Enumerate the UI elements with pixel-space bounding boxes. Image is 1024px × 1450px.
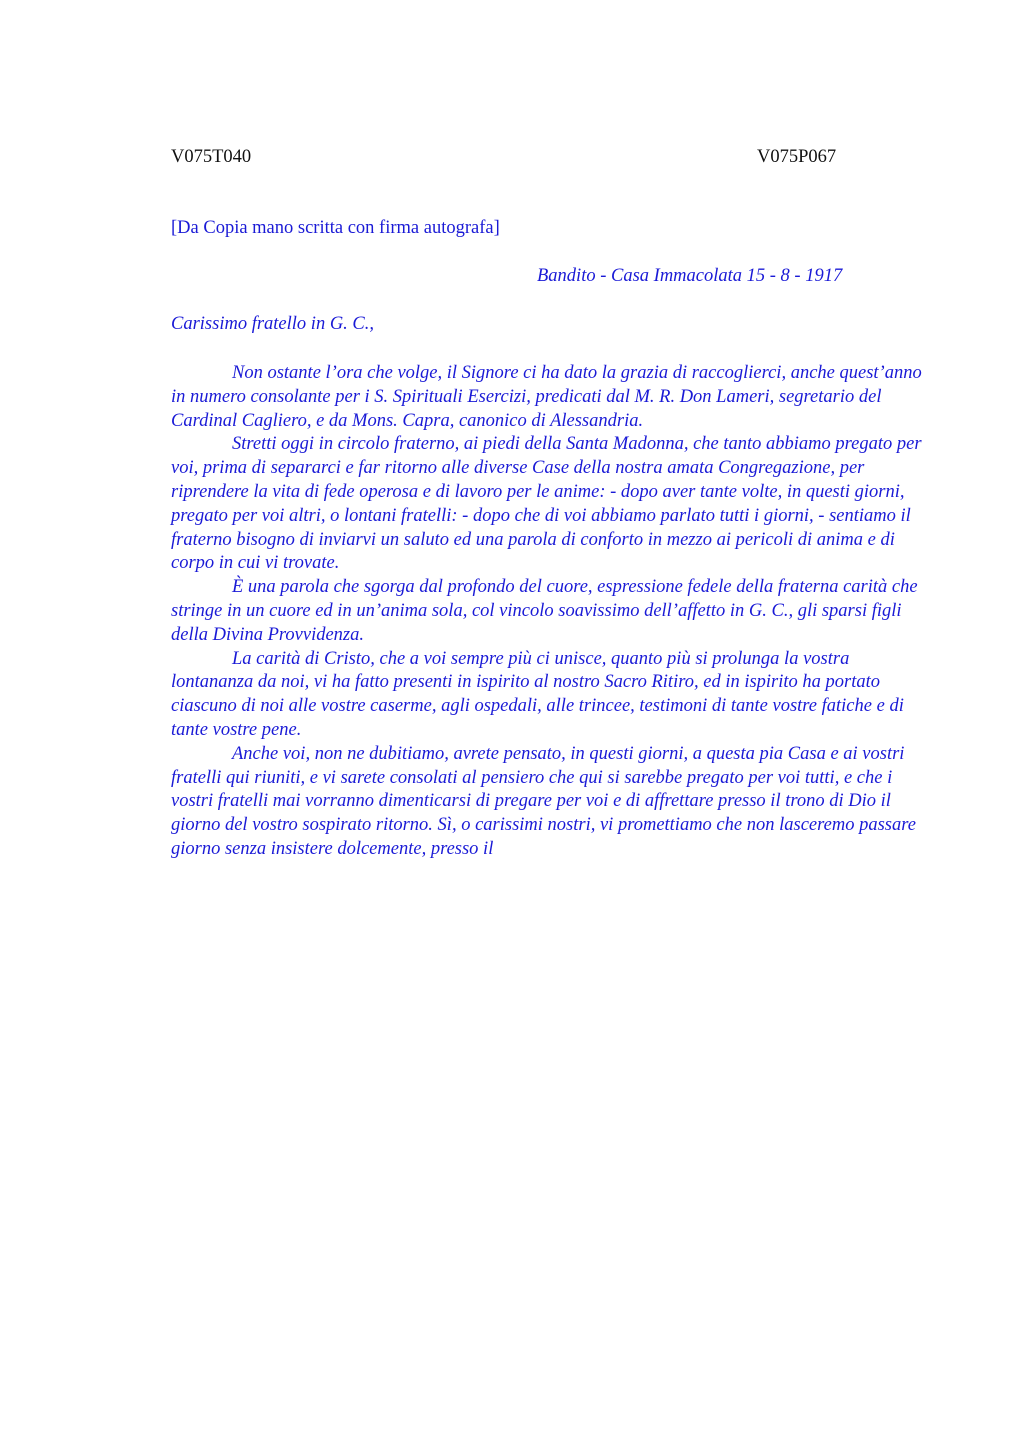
- letter-place-date: Bandito - Casa Immacolata 15 - 8 - 1917: [537, 266, 843, 286]
- archive-reference-right: V075P067: [757, 147, 837, 167]
- letter-paragraph-2: Stretti oggi in circolo fraterno, ai piedi della Santa Madonna, che tanto abbiamo pregato per voi, prima di separarci e far ritorno alle diverse Case della nostra amata Congregazione, per riprendere la vita di fede operosa e di lavoro per le anime: - dopo aver tante volte, in questi giorni, pregato per voi altri, o lontani fratelli: - dopo che di voi abbiamo parlato tutti i giorni, - sentiamo il fraterno bisogno di inviarvi un saluto ed una parola di conforto in mezzo ai pericoli di anima e di corpo in cui vi trovate.: [171, 434, 922, 574]
- letter-paragraph-4: La carità di Cristo, che a voi sempre più ci unisce, quanto più si prolunga la vostra lontananza da noi, vi ha fatto presenti in ispirito al nostro Sacro Ritiro, ed in ispirito ha portato ciascuno di noi alle vostre caserme, agli ospedali, alle trincee, testimoni di tante vostre fatiche e di tante vostre pene.: [171, 648, 904, 740]
- archive-reference-left: V075T040: [171, 147, 252, 167]
- letter-paragraph-1: Non ostante l’ora che volge, il Signore ci ha dato la grazia di raccoglierci, anche quest’anno in numero consolante per i S. Spirituali Esercizi, predicati dal M. R. Don Lameri, segretario del Cardinal Cagliero, e da Mons. Capra, canonico di Alessandria.: [171, 363, 922, 431]
- letter-paragraph-3: È una parola che sgorga dal profondo del cuore, espressione fedele della fraterna carità che stringe in un cuore ed in un’anima sola, col vincolo soavissimo dell’affetto in G. C., gli sparsi figli della Divina Provvidenza.: [171, 577, 918, 645]
- letter-paragraph-5: Anche voi, non ne dubitiamo, avrete pensato, in questi giorni, a questa pia Casa e ai vostri fratelli qui riuniti, e vi sarete consolati al pensiero che qui si sarebbe pregato per voi tutti, e che i vostri fratelli mai vorranno dimenticarsi di pregare per voi e di affrettare presso il trono di Dio il giorno del vostro sospirato ritorno. Sì, o carissimi nostri, vi promettiamo che non lasceremo passare giorno senza insistere dolcemente, presso il: [171, 743, 916, 859]
- letter-salutation: Carissimo fratello in G. C.,: [171, 314, 375, 334]
- source-note: [Da Copia mano scritta con firma autografa]: [171, 218, 500, 238]
- letter-body: [171, 362, 929, 862]
